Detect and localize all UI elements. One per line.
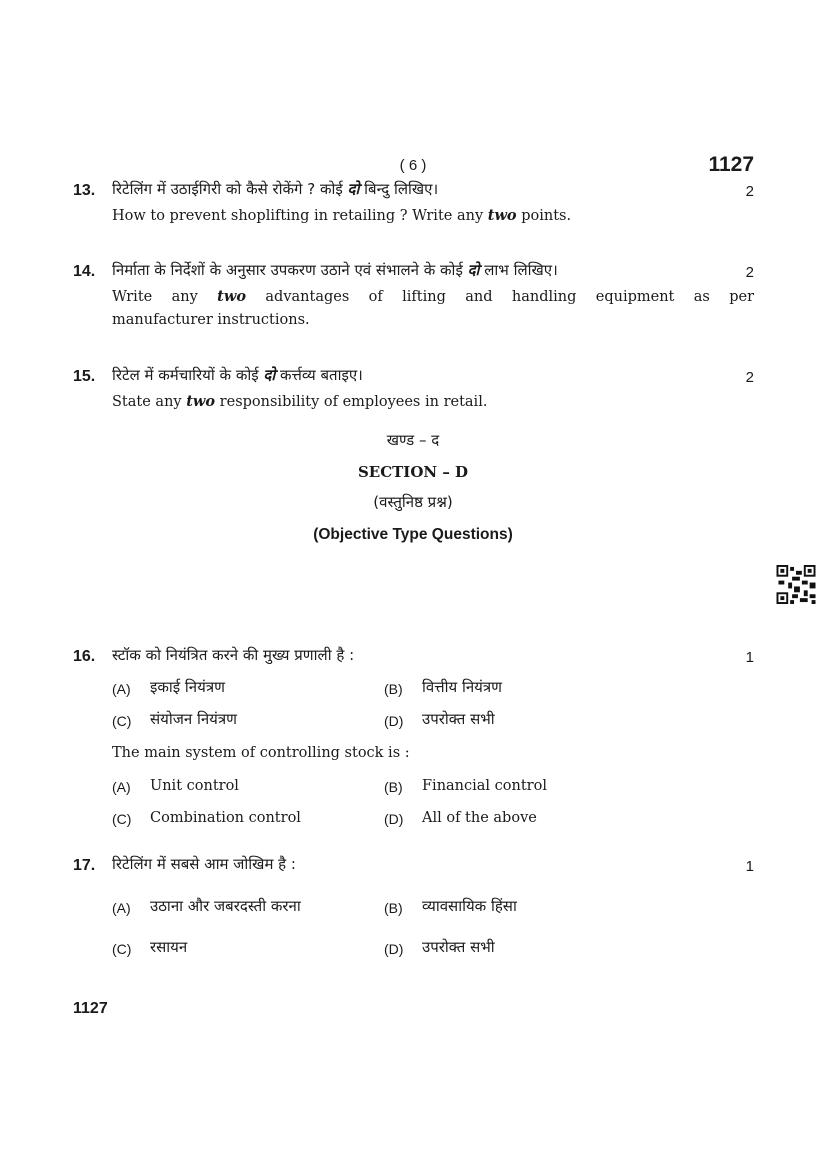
option-label: (B) xyxy=(384,681,403,697)
option-label: (A) xyxy=(112,779,131,795)
option-label: (B) xyxy=(384,779,403,795)
question-text-english: The main system of controlling stock is : xyxy=(112,745,410,761)
footer-paper-code: 1127 xyxy=(73,1000,108,1017)
question-text-hindi: रिटेलिंग में उठाईगिरी को कैसे रोकेंगे ? कोई दो बिन्दु लिखिए। xyxy=(112,180,439,198)
question-text-english-cont: manufacturer instructions. xyxy=(112,312,310,328)
option-label: (C) xyxy=(112,941,132,957)
option-text[interactable]: उपरोक्त सभी xyxy=(422,710,495,728)
question-text-english: How to prevent shoplifting in retailing ? Write any two points. xyxy=(112,207,572,224)
option-label: (A) xyxy=(112,681,131,697)
section-heading-hindi: खण्ड – द xyxy=(386,431,440,449)
question-text-english: Write any two advantages of lifting and handling equipment as per xyxy=(112,288,755,305)
page-number: ( 6 ) xyxy=(399,157,427,174)
section-type: (Objective Type Questions) xyxy=(313,526,513,543)
question-number: 16. xyxy=(73,648,96,665)
option-text[interactable]: All of the above xyxy=(422,810,537,826)
paper-code: 1127 xyxy=(708,153,754,176)
question-text-hindi: रिटेलिंग में सबसे आम जोखिम है : xyxy=(112,855,296,873)
option-text[interactable]: व्यावसायिक हिंसा xyxy=(422,897,517,915)
option-text[interactable]: उठाना और जबरदस्ती करना xyxy=(150,897,301,915)
section-type-hindi: (वस्तुनिष्ठ प्रश्न) xyxy=(373,493,453,511)
question-number: 15. xyxy=(73,368,96,385)
question-text-hindi: निर्माता के निर्देशों के अनुसार उपकरण उठाने एवं संभालने के कोई दो लाभ लिखिए। xyxy=(112,261,558,279)
option-label: (D) xyxy=(384,941,404,957)
option-text[interactable]: उपरोक्त सभी xyxy=(422,938,495,956)
option-text[interactable]: इकाई नियंत्रण xyxy=(150,678,225,696)
option-label: (C) xyxy=(112,713,132,729)
question-marks: 2 xyxy=(745,183,754,200)
question-text-english: State any two responsibility of employees in retail. xyxy=(112,393,488,410)
option-text[interactable]: वित्तीय नियंत्रण xyxy=(422,678,502,696)
option-text[interactable]: रसायन xyxy=(150,938,188,956)
option-label: (D) xyxy=(384,713,404,729)
option-text[interactable]: संयोजन नियंत्रण xyxy=(150,710,237,728)
question-number: 17. xyxy=(73,857,96,874)
option-text[interactable]: Unit control xyxy=(150,778,239,794)
option-text[interactable]: Combination control xyxy=(150,810,301,826)
option-label: (C) xyxy=(112,811,132,827)
option-label: (B) xyxy=(384,900,403,916)
question-marks: 2 xyxy=(745,369,754,386)
qr-code-icon xyxy=(776,565,816,604)
question-text-hindi: स्टॉक को नियंत्रित करने की मुख्य प्रणाली है : xyxy=(112,646,355,664)
option-label: (D) xyxy=(384,811,404,827)
question-number: 14. xyxy=(73,263,96,280)
section-heading: SECTION – D xyxy=(357,463,469,481)
question-text-hindi: रिटेल में कर्मचारियों के कोई दो कर्त्तव्य बताइए। xyxy=(112,366,363,384)
option-text[interactable]: Financial control xyxy=(422,778,547,794)
option-label: (A) xyxy=(112,900,131,916)
question-marks: 1 xyxy=(745,649,754,666)
question-marks: 2 xyxy=(745,264,754,281)
question-number: 13. xyxy=(73,182,96,199)
question-marks: 1 xyxy=(745,858,754,875)
